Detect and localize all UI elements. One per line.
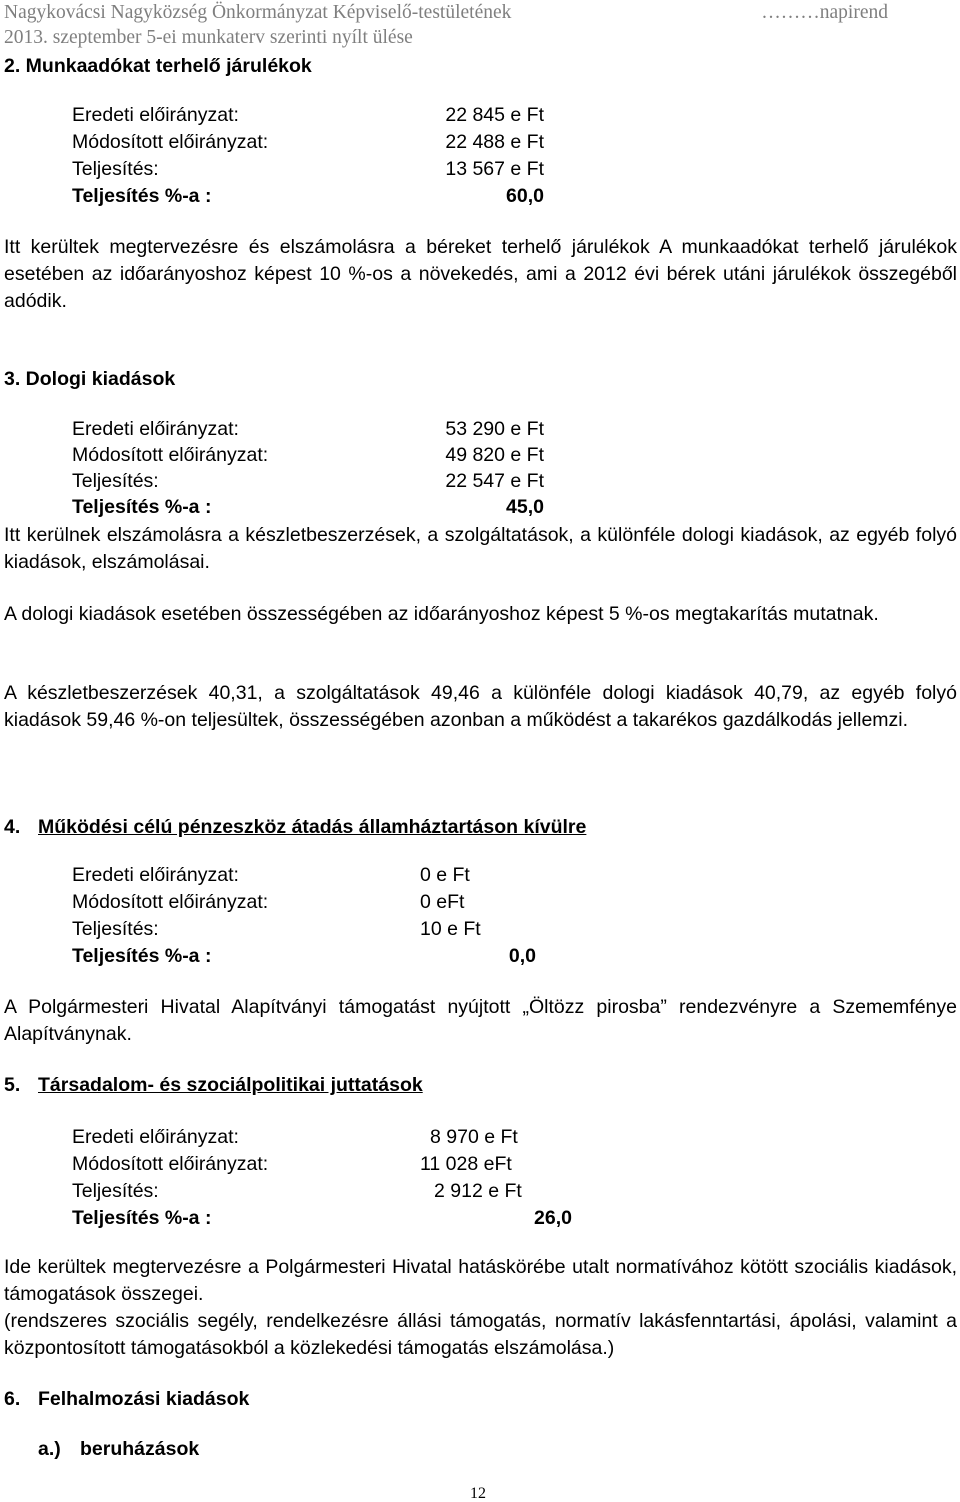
s2-value-modified: 22 488 e Ft	[445, 131, 544, 153]
s2-label-modified: Módosított előirányzat:	[72, 131, 269, 153]
s2-value-original: 22 845 e Ft	[445, 104, 544, 126]
header-agenda-item: ………napirend	[761, 2, 888, 23]
s3-value-actual: 22 547 e Ft	[445, 470, 544, 492]
s5-label-actual: Teljesítés:	[72, 1180, 159, 1202]
section-3-title: 3. Dologi kiadások	[4, 368, 176, 390]
s5-value-modified: 11 028 eFt	[420, 1153, 512, 1175]
s5-value-percent: 26,0	[534, 1207, 572, 1229]
s2-value-percent: 60,0	[506, 185, 544, 207]
section-6-title: Felhalmozási kiadások	[38, 1388, 250, 1410]
s5-label-original: Eredeti előirányzat:	[72, 1126, 239, 1148]
s4-label-percent: Teljesítés %-a :	[72, 945, 212, 967]
s4-label-actual: Teljesítés:	[72, 918, 159, 940]
s3-value-modified: 49 820 e Ft	[445, 444, 544, 466]
s4-value-actual: 10 e Ft	[420, 918, 481, 940]
s2-label-actual: Teljesítés:	[72, 158, 159, 180]
s3-paragraph-3: A készletbeszerzések 40,31, a szolgáltatások 49,46 a különféle dologi kiadások 40,79, az egyéb folyó kiadások 59,46 %-on teljesültek, összességében azonban a működést a takarékos gazdálkodás jellemzi.	[4, 682, 957, 731]
section-2-title: 2. Munkaadókat terhelő járulékok	[4, 55, 312, 77]
s5-value-actual: 2 912 e Ft	[434, 1180, 522, 1202]
s2-value-actual: 13 567 e Ft	[445, 158, 544, 180]
s3-label-percent: Teljesítés %-a :	[72, 496, 212, 518]
s2-label-percent: Teljesítés %-a :	[72, 185, 212, 207]
header-session: 2013. szeptember 5-ei munkaterv szerinti nyílt ülése	[4, 27, 413, 48]
s2-paragraph: Itt kerültek megtervezésre és elszámolásra a béreket terhelő járulékok A munkaadókat terhelő járulékok esetében az időarányoshoz képest 10 %-os a növekedés, ami a 2012 évi bérek utáni járulékok összegéből adódik.	[4, 236, 957, 312]
s4-value-percent: 0,0	[508, 945, 536, 967]
s4-label-original: Eredeti előirányzat:	[72, 864, 239, 886]
s5-value-original: 8 970 e Ft	[430, 1126, 518, 1148]
section-6a-title: beruházások	[80, 1438, 200, 1460]
s4-paragraph: A Polgármesteri Hivatal Alapítványi támogatást nyújtott „Öltözz pirosba” rendezvényre a Szememfénye Alapítványnak.	[4, 996, 957, 1045]
s4-label-modified: Módosított előirányzat:	[72, 891, 269, 913]
s2-label-original: Eredeti előirányzat:	[72, 104, 239, 126]
section-6-number: 6.	[4, 1388, 21, 1410]
header-institution: Nagykovácsi Nagyközség Önkormányzat Képviselő-testületének	[4, 2, 512, 23]
section-6a-number: a.)	[38, 1438, 61, 1460]
section-4-title: Működési célú pénzeszköz átadás államháztartáson kívülre	[38, 816, 587, 838]
s4-value-modified: 0 eFt	[420, 891, 465, 913]
page-number: 12	[470, 1485, 486, 1502]
s3-value-original: 53 290 e Ft	[445, 418, 544, 440]
s3-paragraph-2: A dologi kiadások esetében összességében az időarányoshoz képest 5 %-os megtakarítás mutatnak.	[4, 603, 879, 625]
section-5-title: Társadalom- és szociálpolitikai juttatások	[38, 1074, 423, 1096]
s5-label-percent: Teljesítés %-a :	[72, 1207, 212, 1229]
s3-label-actual: Teljesítés:	[72, 470, 159, 492]
section-5-number: 5.	[4, 1074, 21, 1096]
s5-paragraph-2: (rendszeres szociális segély, rendelkezésre állási támogatás, normatív lakásfenntartási, ápolási, valamint a központosított támogatásokból a közlekedési támogatás elszámolása.)	[4, 1310, 957, 1359]
s5-label-modified: Módosított előirányzat:	[72, 1153, 269, 1175]
s3-label-original: Eredeti előirányzat:	[72, 418, 239, 440]
s3-paragraph-1: Itt kerülnek elszámolásra a készletbeszerzések, a szolgáltatások, a különféle dologi kiadások, az egyéb folyó kiadások, elszámolásai.	[4, 524, 957, 573]
s3-value-percent: 45,0	[506, 496, 544, 518]
s4-value-original: 0 e Ft	[420, 864, 470, 886]
section-4-number: 4.	[4, 816, 21, 838]
s3-label-modified: Módosított előirányzat:	[72, 444, 269, 466]
s5-paragraph-1: Ide kerültek megtervezésre a Polgármesteri Hivatal hatáskörébe utalt normatívához kötött szociális kiadások, támogatások összegei.	[4, 1256, 957, 1305]
